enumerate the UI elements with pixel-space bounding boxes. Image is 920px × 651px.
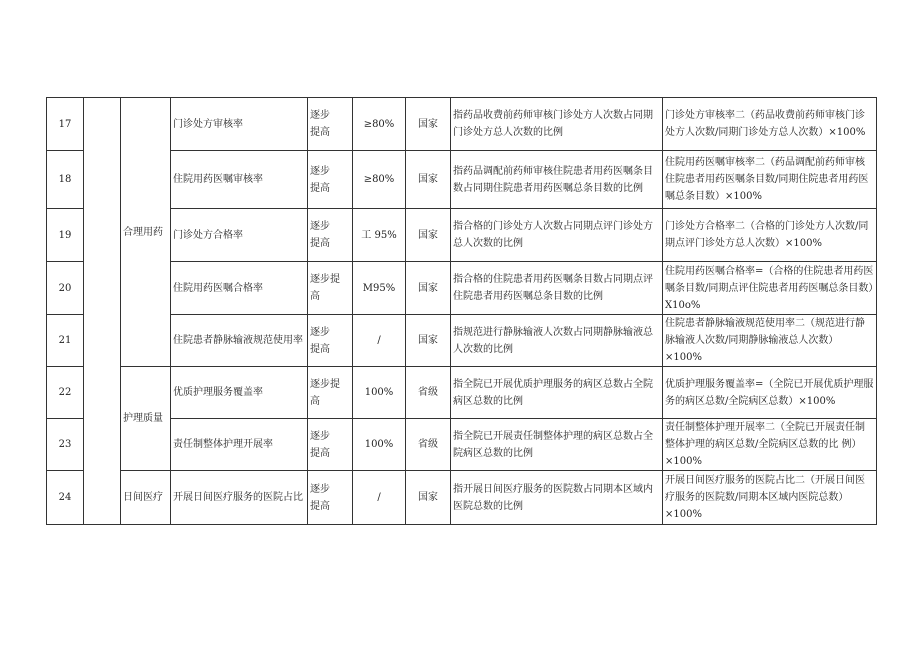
trend-line-1: 逐步提 xyxy=(310,274,340,285)
trend-line-1: 逐步 xyxy=(310,483,330,495)
row-number: 24 xyxy=(47,471,84,525)
target-value: ≥80% xyxy=(353,151,406,209)
formula-cell: 住院用药医嘱合格率=（合格的住院患者用药医嘱条目数/同期点评住院患者用药医嘱总条目数）X10o% xyxy=(663,262,877,315)
table-row xyxy=(47,151,877,209)
target-value: M95% xyxy=(353,262,406,315)
level-cell: 国家 xyxy=(406,471,451,525)
trend-cell xyxy=(308,367,353,419)
level-cell: 省级 xyxy=(406,419,451,471)
trend-line-2: 提高 xyxy=(310,447,330,459)
trend-cell xyxy=(308,262,353,315)
trend-line-2: 提高 xyxy=(310,343,330,355)
level-cell: 省级 xyxy=(406,367,451,419)
definition-cell: 指全院已开展优质护理服务的病区总数占全院病区总数的比例 xyxy=(451,367,663,419)
formula-cell: 门诊处方合格率二（合格的门诊处方人次数/同期点评门诊处方总人次数）×100% xyxy=(663,209,877,262)
indicator-name: 住院患者静脉输液规范使用率 xyxy=(171,315,308,367)
trend-line-1: 逐步 xyxy=(310,221,330,232)
level-cell: 国家 xyxy=(406,151,451,209)
table-row xyxy=(47,315,877,367)
trend-cell xyxy=(308,98,353,151)
trend-line-1: 逐步 xyxy=(310,110,330,121)
trend-cell xyxy=(308,209,353,262)
definition-cell: 指合格的门诊处方人次数占同期点评门诊处方总人次数的比例 xyxy=(451,209,663,262)
formula-cell: 优质护理服务覆盖率=（全院已开展优质护理服务的病区总数/全院病区总数）×100% xyxy=(663,367,877,419)
trend-line-2: 提高 xyxy=(310,182,330,194)
target-value: / xyxy=(353,315,406,367)
outer-group-cell xyxy=(84,98,121,525)
indicator-name: 优质护理服务覆盖率 xyxy=(171,367,308,419)
trend-line-2: 高 xyxy=(310,395,320,407)
target-value: / xyxy=(353,471,406,525)
table-row xyxy=(47,367,877,419)
formula-cell: 开展日间医疗服务的医院占比二（开展日间医疗服务的医院数/同期本区域内医院总数）×100% xyxy=(663,471,877,525)
table-row xyxy=(47,209,877,262)
definition-cell: 指合格的住院患者用药医嘱条目数占同期点评住院患者用药医嘱总条目数的比例 xyxy=(451,262,663,315)
definition-cell: 指规范进行静脉输液人次数占同期静脉输液总人次数的比例 xyxy=(451,315,663,367)
table-row xyxy=(47,419,877,471)
row-number: 17 xyxy=(47,98,84,151)
trend-cell xyxy=(308,471,353,525)
definition-cell: 指药品收费前药师审核门诊处方人次数占同期门诊处方总人次数的比例 xyxy=(451,98,663,151)
formula-cell: 住院患者静脉输液规范使用率二（规范进行静脉输液人次数/同期静脉输液总人次数）×100% xyxy=(663,315,877,367)
trend-line-2: 提高 xyxy=(310,500,330,512)
category-cell: 合理用药 xyxy=(121,98,171,367)
table-row xyxy=(47,471,877,525)
target-value: 100% xyxy=(353,367,406,419)
trend-cell xyxy=(308,151,353,209)
trend-line-1: 逐步 xyxy=(310,326,330,338)
indicator-name: 住院用药医嘱审核率 xyxy=(171,151,308,209)
indicator-name: 责任制整体护理开展率 xyxy=(171,419,308,471)
formula-cell: 责任制整体护理开展率二（全院已开展责任制整体护理的病区总数/全院病区总数的比 例）×100% xyxy=(663,419,877,471)
formula-cell: 住院用药医嘱审核率二（药品调配前药师审核住院患者用药医嘱条目数/同期住院患者用药医嘱总条目数）×100% xyxy=(663,151,877,209)
category-cell: 日间医疗 xyxy=(121,471,171,525)
row-number: 18 xyxy=(47,151,84,209)
trend-cell xyxy=(308,419,353,471)
trend-line-1: 逐步提 xyxy=(310,378,340,390)
definition-cell: 指药品调配前药师审核住院患者用药医嘱条目数占同期住院患者用药医嘱总条目数的比例 xyxy=(451,151,663,209)
target-value: 工 95% xyxy=(353,209,406,262)
trend-line-1: 逐步 xyxy=(310,430,330,442)
table-row xyxy=(47,262,877,315)
indicator-table xyxy=(46,97,877,525)
indicator-name: 开展日间医疗服务的医院占比 xyxy=(171,471,308,525)
indicator-name: 门诊处方合格率 xyxy=(171,209,308,262)
row-number: 23 xyxy=(47,419,84,471)
level-cell: 国家 xyxy=(406,98,451,151)
row-number: 21 xyxy=(47,315,84,367)
level-cell: 国家 xyxy=(406,209,451,262)
indicator-name: 门诊处方审核率 xyxy=(171,98,308,151)
level-cell: 国家 xyxy=(406,262,451,315)
definition-cell: 指全院已开展责任制整体护理的病区总数占全院病区总数的比例 xyxy=(451,419,663,471)
trend-line-2: 提高 xyxy=(310,127,330,138)
definition-cell: 指开展日间医疗服务的医院数占同期本区域内医院总数的比例 xyxy=(451,471,663,525)
trend-line-2: 高 xyxy=(310,291,320,302)
table-row xyxy=(47,98,877,151)
indicator-name: 住院用药医嘱合格率 xyxy=(171,262,308,315)
level-cell: 国家 xyxy=(406,315,451,367)
target-value: ≥80% xyxy=(353,98,406,151)
trend-cell xyxy=(308,315,353,367)
category-cell: 护理质量 xyxy=(121,367,171,471)
formula-cell: 门诊处方审核率二（药品收费前药师审核门诊处方人次数/同期门诊处方总人次数）×100% xyxy=(663,98,877,151)
trend-line-2: 提高 xyxy=(310,238,330,249)
target-value: 100% xyxy=(353,419,406,471)
row-number: 22 xyxy=(47,367,84,419)
row-number: 19 xyxy=(47,209,84,262)
row-number: 20 xyxy=(47,262,84,315)
trend-line-1: 逐步 xyxy=(310,165,330,177)
